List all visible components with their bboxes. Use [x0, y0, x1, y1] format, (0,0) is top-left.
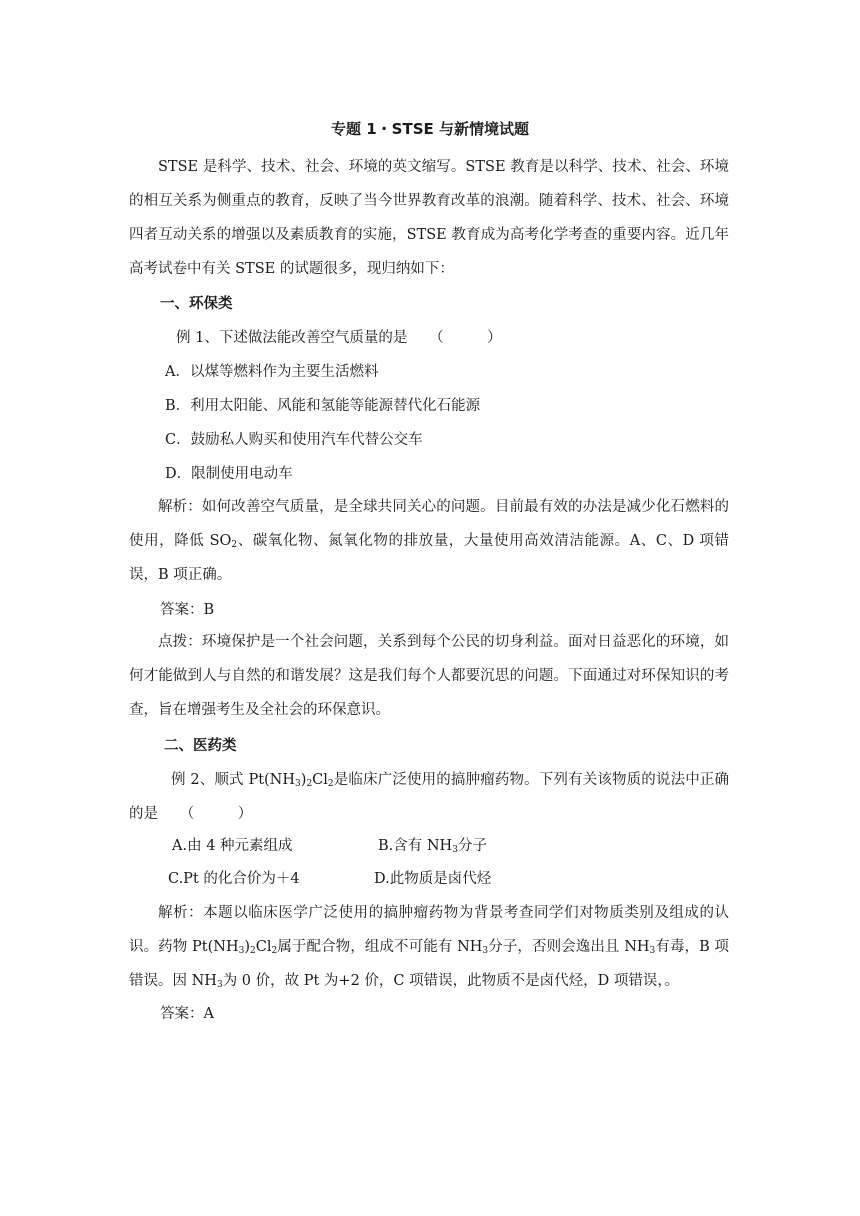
section-heading-environment: 一、环保类 — [160, 296, 233, 312]
example1-option-c: C．鼓励私人购买和使用汽车代替公交车 — [165, 432, 423, 448]
page-title: 专题 1・STSE 与新情境试题 — [331, 120, 529, 138]
example2-answer: 答案：A — [160, 1006, 214, 1022]
example1-tip: 点拨：环境保护是一个社会问题，关系到每个公民的切身利益。面对日益恶化的环境，如何才能做到人与自然的和谐发展？这是我们每个人都要沉思的问题。下面通过对环保知识的考查，旨在增强考生及全社会的环保意识。 — [129, 634, 729, 718]
example2-option-a: A.由 4 种元素组成 — [172, 838, 293, 854]
example1-analysis: 解析：如何改善空气质量，是全球共同关心的问题。目前最有效的办法是减少化石燃料的使用，降低 $SO_2$、碳氧化物、氮氧化物的排放量，大量使用高效清洁能源。A、C、D 项错误，B 项正确。 — [129, 499, 729, 583]
example1-option-b: B．利用太阳能、风能和氢能等能源替代化石能源 — [165, 398, 481, 414]
example1-option-d: D．限制使用电动车 — [165, 466, 293, 482]
example2-option-d: D.此物质是卤代烃 — [374, 871, 492, 887]
example2-question: 例 2、顺式 $Pt(NH_3)_2Cl_2$是临床广泛使用的搞肿瘤药物。下列有关该物质的说法中正确的是 （ ） — [129, 772, 729, 822]
example2-analysis: 解析：本题以临床医学广泛使用的搞肿瘤药物为背景考查同学们对物质类别及组成的认识。药物 $Pt(NH_3)_2Cl_2$属于配合物，组成不可能有 $NH_3$分子，否则会逸出且 $NH_3$有毒，B 项错误。因 $NH_3$为 0 价，故 Pt 为+2 价，C 项错误，此物质不是卤代烃，D 项错误，。 — [129, 905, 729, 990]
intro-paragraph: STSE 是科学、技术、社会、环境的英文缩写。STSE 教育是以科学、技术、社会、环境的相互关系为侧重点的教育，反映了当今世界教育改革的浪潮。随着科学、技术、社会、环境四者互动关系的增强以及素质教育的实施，STSE 教育成为高考化学考查的重要内容。近几年高考试卷中有关 STSE 的试题很多，现归纳如下： — [129, 159, 729, 277]
section-heading-medicine: 二、医药类 — [164, 738, 237, 754]
example2-option-b: B.含有 $NH_3$分子 — [378, 838, 487, 855]
example1-option-a: A．以煤等燃料作为主要生活燃料 — [165, 364, 379, 380]
example1-question: 例 1、下述做法能改善空气质量的是 （ ） — [176, 330, 502, 346]
example2-option-c: C.Pt 的化合价为＋4 — [168, 871, 300, 887]
example1-answer: 答案：B — [160, 602, 215, 618]
